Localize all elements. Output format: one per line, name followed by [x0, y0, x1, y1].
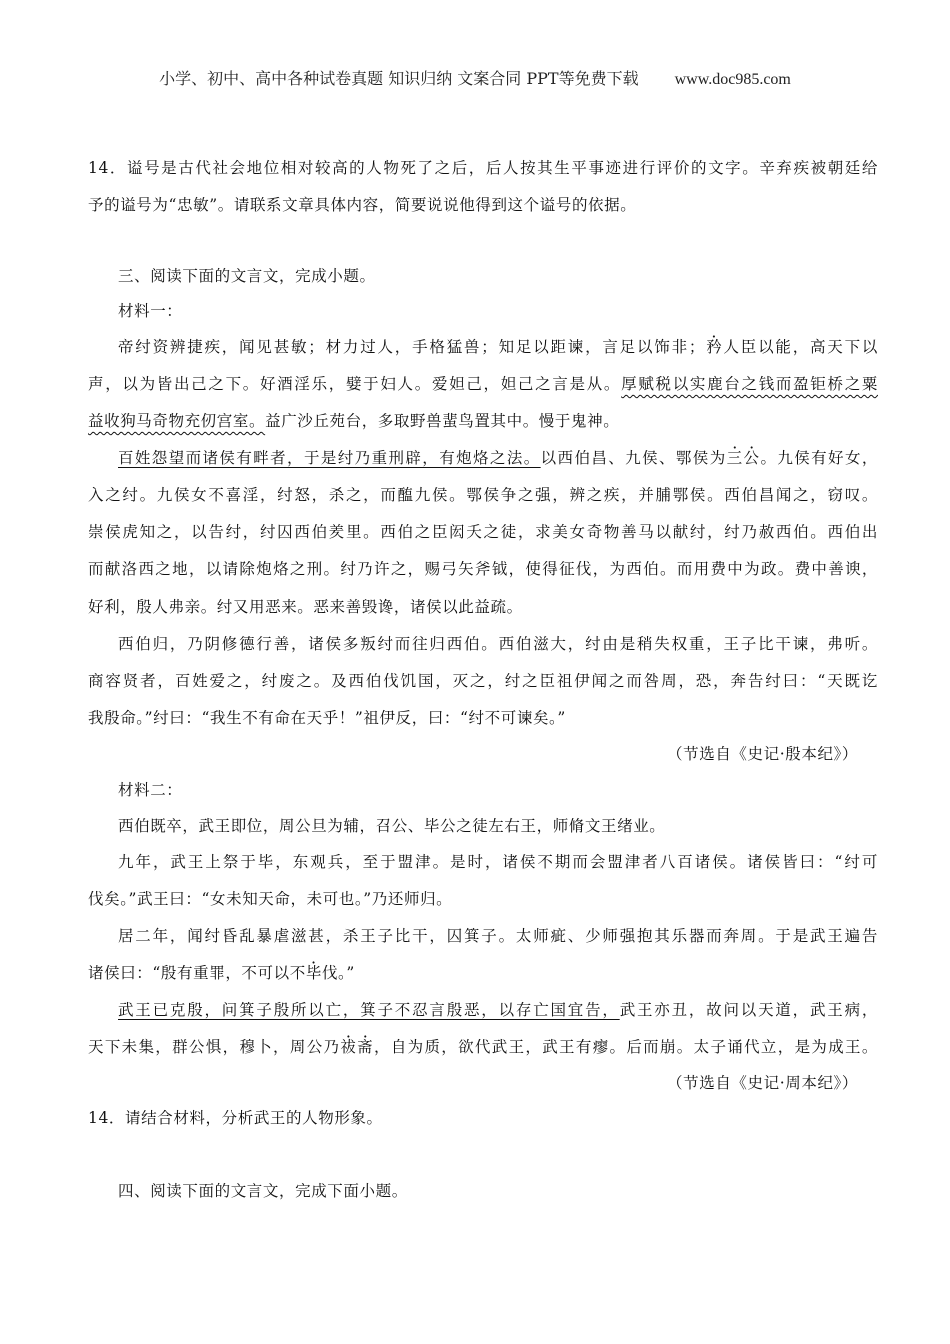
m2-p3-line2: 诸侯曰：“殷有重罪，不可以不毕伐。”	[88, 964, 355, 982]
page-header	[0, 66, 950, 89]
section4-title: 四、阅读下面的文言文，完成下面小题。	[118, 1182, 408, 1200]
emphasis-dot-char: 矜	[705, 338, 724, 356]
source-citation-2: （节选自《史记·周本纪》）	[667, 1074, 858, 1092]
m1-p1-line1: 帝纣资辨捷疾，闻见甚敏；材力过人，手格猛兽；知足以距谏，言足以饰非；矜人臣以能，高天下以	[118, 338, 878, 356]
m1-p2-line3: 崇侯虎知之，以告纣，纣囚西伯羑里。西伯之臣闳夭之徒，求美女奇物善马以献纣，纣乃赦西伯。西伯出	[88, 523, 878, 541]
m1-p1-line3: 益收狗马奇物充仞宫室。益广沙丘苑台，多取野兽蜚鸟置其中。慢于鬼神。	[88, 412, 620, 430]
m1-p2-line5: 好利，殷人弗亲。纣又用恶来。恶来善毁谗，诸侯以此益疏。	[88, 598, 523, 616]
m2-p2-line1: 九年，武王上祭于毕，东观兵，至于盟津。是时，诸侯不期而会盟津者八百诸侯。诸侯皆曰：“纣可	[118, 853, 878, 871]
question-14a-line1: 14．谥号是古代社会地位相对较高的人物死了之后，后人按其生平事迹进行评价的文字。辛弃疾被朝廷给	[88, 159, 878, 177]
m2-p4-line2: 天下未集，群公惧，穆卜，周公乃祓斋，自为质，欲代武王，武王有瘳。后而崩。太子诵代立，是为成王。	[88, 1038, 878, 1056]
question-14b: 14．请结合材料，分析武王的人物形象。	[88, 1109, 383, 1127]
m1-p2-line2: 入之纣。九侯女不喜淫，纣怒，杀之，而醢九侯。鄂侯争之强，辨之疾，并脯鄂侯。西伯昌闻之，窃叹。	[88, 486, 878, 504]
emphasis-dot-char: 毕	[305, 964, 322, 982]
m1-p2-line1: 百姓怨望而诸侯有畔者，于是纣乃重刑辟，有炮烙之法。以西伯昌、九侯、鄂侯为三公。九侯有好女，	[118, 449, 878, 467]
emphasis-dot-char: 公	[743, 449, 761, 467]
m1-p1-line2: 声，以为皆出己之下。好酒淫乐，嬖于妇人。爱妲己，妲己之言是从。厚赋税以实鹿台之钱而盈钜桥之粟	[88, 375, 878, 393]
m1-p3-line1: 西伯归，乃阴修德行善，诸侯多叛纣而往归西伯。西伯滋大，纣由是稍失权重，王子比干谏，弗听。	[118, 635, 878, 653]
m2-p1-line1: 西伯既卒，武王即位，周公旦为辅，召公、毕公之徒左右王，师脩文王绪业。	[118, 817, 666, 835]
emphasis-dot-char: 祓	[340, 1038, 358, 1056]
header-site: www.doc985.com	[674, 71, 791, 88]
m1-p3-line2: 商容贤者，百姓爱之，纣废之。及西伯伐饥国，灭之，纣之臣祖伊闻之而咎周，恐，奔告纣曰：“天既讫	[88, 672, 878, 690]
material2-label: 材料二：	[118, 781, 183, 799]
header-text: 小学、初中、高中各种试卷真题 知识归纳 文案合同 PPT等免费下载	[159, 69, 639, 88]
wavy-underlined-sentence: 厚赋税以实鹿台之钱而盈钜桥之粟	[621, 375, 878, 393]
source-citation-1: （节选自《史记·殷本纪》）	[667, 745, 858, 763]
emphasis-dot-char: 斋	[357, 1038, 374, 1056]
material1-label: 材料一：	[118, 302, 183, 320]
m2-p3-line1: 居二年，闻纣昏乱暴虐滋甚，杀王子比干，囚箕子。太师疵、少师强抱其乐器而奔周。于是武王遍告	[118, 927, 878, 945]
section3-title: 三、阅读下面的文言文，完成小题。	[118, 267, 376, 285]
emphasis-dot-char: 三	[726, 449, 744, 467]
m2-p2-line2: 伐矣。”武王曰：“女未知天命，未可也。”乃还师归。	[88, 890, 453, 908]
question-14a-line2: 予的谥号为“忠敏”。请联系文章具体内容，简要说说他得到这个谥号的依据。	[88, 196, 637, 214]
m1-p3-line3: 我殷命。”纣曰：“我生不有命在天乎！”祖伊反，曰：“纣不可谏矣。”	[88, 709, 566, 727]
underlined-sentence: 百姓怨望而诸侯有畔者，于是纣乃重刑辟，有炮烙之法。	[118, 449, 541, 467]
m1-p2-line4: 而献洛西之地，以请除炮烙之刑。纣乃许之，赐弓矢斧钺，使得征伐，为西伯。而用费中为政。费中善谀，	[88, 560, 878, 578]
m2-p4-line1: 武王已克殷，问箕子殷所以亡，箕子不忍言殷恶，以存亡国宜告，武王亦丑，故问以天道，武王病，	[118, 1001, 878, 1019]
wavy-underlined-sentence-cont: 益收狗马奇物充仞宫室。	[88, 412, 266, 430]
underlined-sentence: 武王已克殷，问箕子殷所以亡，箕子不忍言殷恶，以存亡国宜告，	[118, 1001, 620, 1019]
